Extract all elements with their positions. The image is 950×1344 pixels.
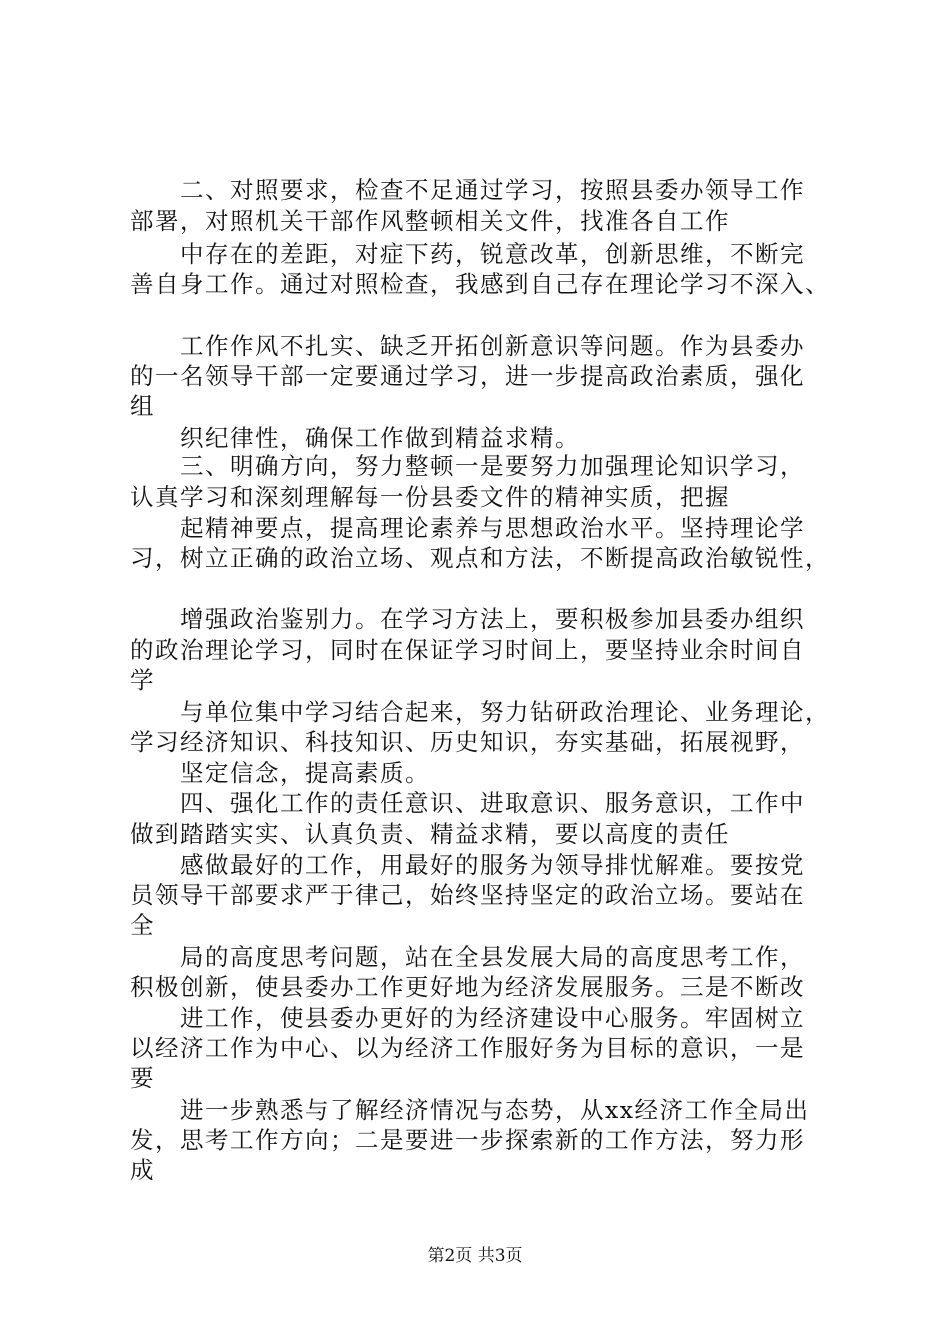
text-line: 学习经济知识、科技知识、历史知识，夯实基础，拓展视野， [130,728,805,756]
text-line: 坚定信念，提高素质。 [180,759,430,787]
text-line: 进一步熟悉与了解经济情况与态势，从xx经济工作全局出 [180,1096,810,1124]
text-line: 织纪律性，确保工作做到精益求精。 [180,424,580,452]
text-line: 组 [130,392,155,420]
text-line: 起精神要点，提高理论素养与思想政治水平。坚持理论学 [180,514,805,542]
text-line: 要 [130,1064,155,1092]
text-line: 员领导干部要求严于律己，始终坚持坚定的政治立场。要站在 [130,881,805,909]
page-footer: 第2页 共3页 [427,1246,523,1266]
text-line: 以经济工作为中心、以为经济工作服好务为目标的意识，一是 [130,1034,805,1062]
text-line: 全 [130,911,155,939]
text-line: 局的高度思考问题，站在全县发展大局的高度思考工作， [180,943,805,971]
text-line: 发，思考工作方向；二是要进一步探索新的工作方法，努力形 [130,1126,805,1154]
text-line: 工作作风不扎实、缺乏开拓创新意识等问题。作为县委办 [180,332,805,360]
text-line: 成 [130,1156,155,1184]
text-line: 积极创新，使县委办工作更好地为经济发展服务。三是不断改 [130,973,805,1001]
text-line: 的一名领导干部一定要通过学习，进一步提高政治素质，强化 [130,362,805,390]
text-line: 感做最好的工作，用最好的服务为领导排忧解难。要按党 [180,851,805,879]
text-line: 认真学习和深刻理解每一份县委文件的精神实质，把握 [130,483,730,511]
text-line: 进工作，使县委办更好的为经济建设中心服务。牢固树立 [180,1004,805,1032]
text-line: 学 [130,666,155,694]
text-line: 增强政治鉴别力。在学习方法上，要积极参加县委办组织 [180,605,805,633]
text-line: 善自身工作。通过对照检查，我感到自己存在理论学习不深入、 [130,270,830,298]
text-line: 四、强化工作的责任意识、进取意识、服务意识，工作中 [180,789,805,817]
text-line: 习，树立正确的政治立场、观点和方法，不断提高政治敏锐性， [130,544,830,572]
text-line: 二、对照要求，检查不足通过学习，按照县委办领导工作 [180,176,805,204]
text-line: 的政治理论学习，同时在保证学习时间上，要坚持业余时间自 [130,636,805,664]
text-line: 中存在的差距，对症下药，锐意改革，创新思维，不断完 [180,240,805,268]
text-line: 与单位集中学习结合起来，努力钻研政治理论、业务理论， [180,698,830,726]
text-line: 三、明确方向，努力整顿一是要努力加强理论知识学习， [180,452,805,480]
text-line: 部署，对照机关干部作风整顿相关文件，找准各自工作 [130,207,730,235]
text-line: 做到踏踏实实、认真负责、精益求精，要以高度的责任 [130,820,730,848]
